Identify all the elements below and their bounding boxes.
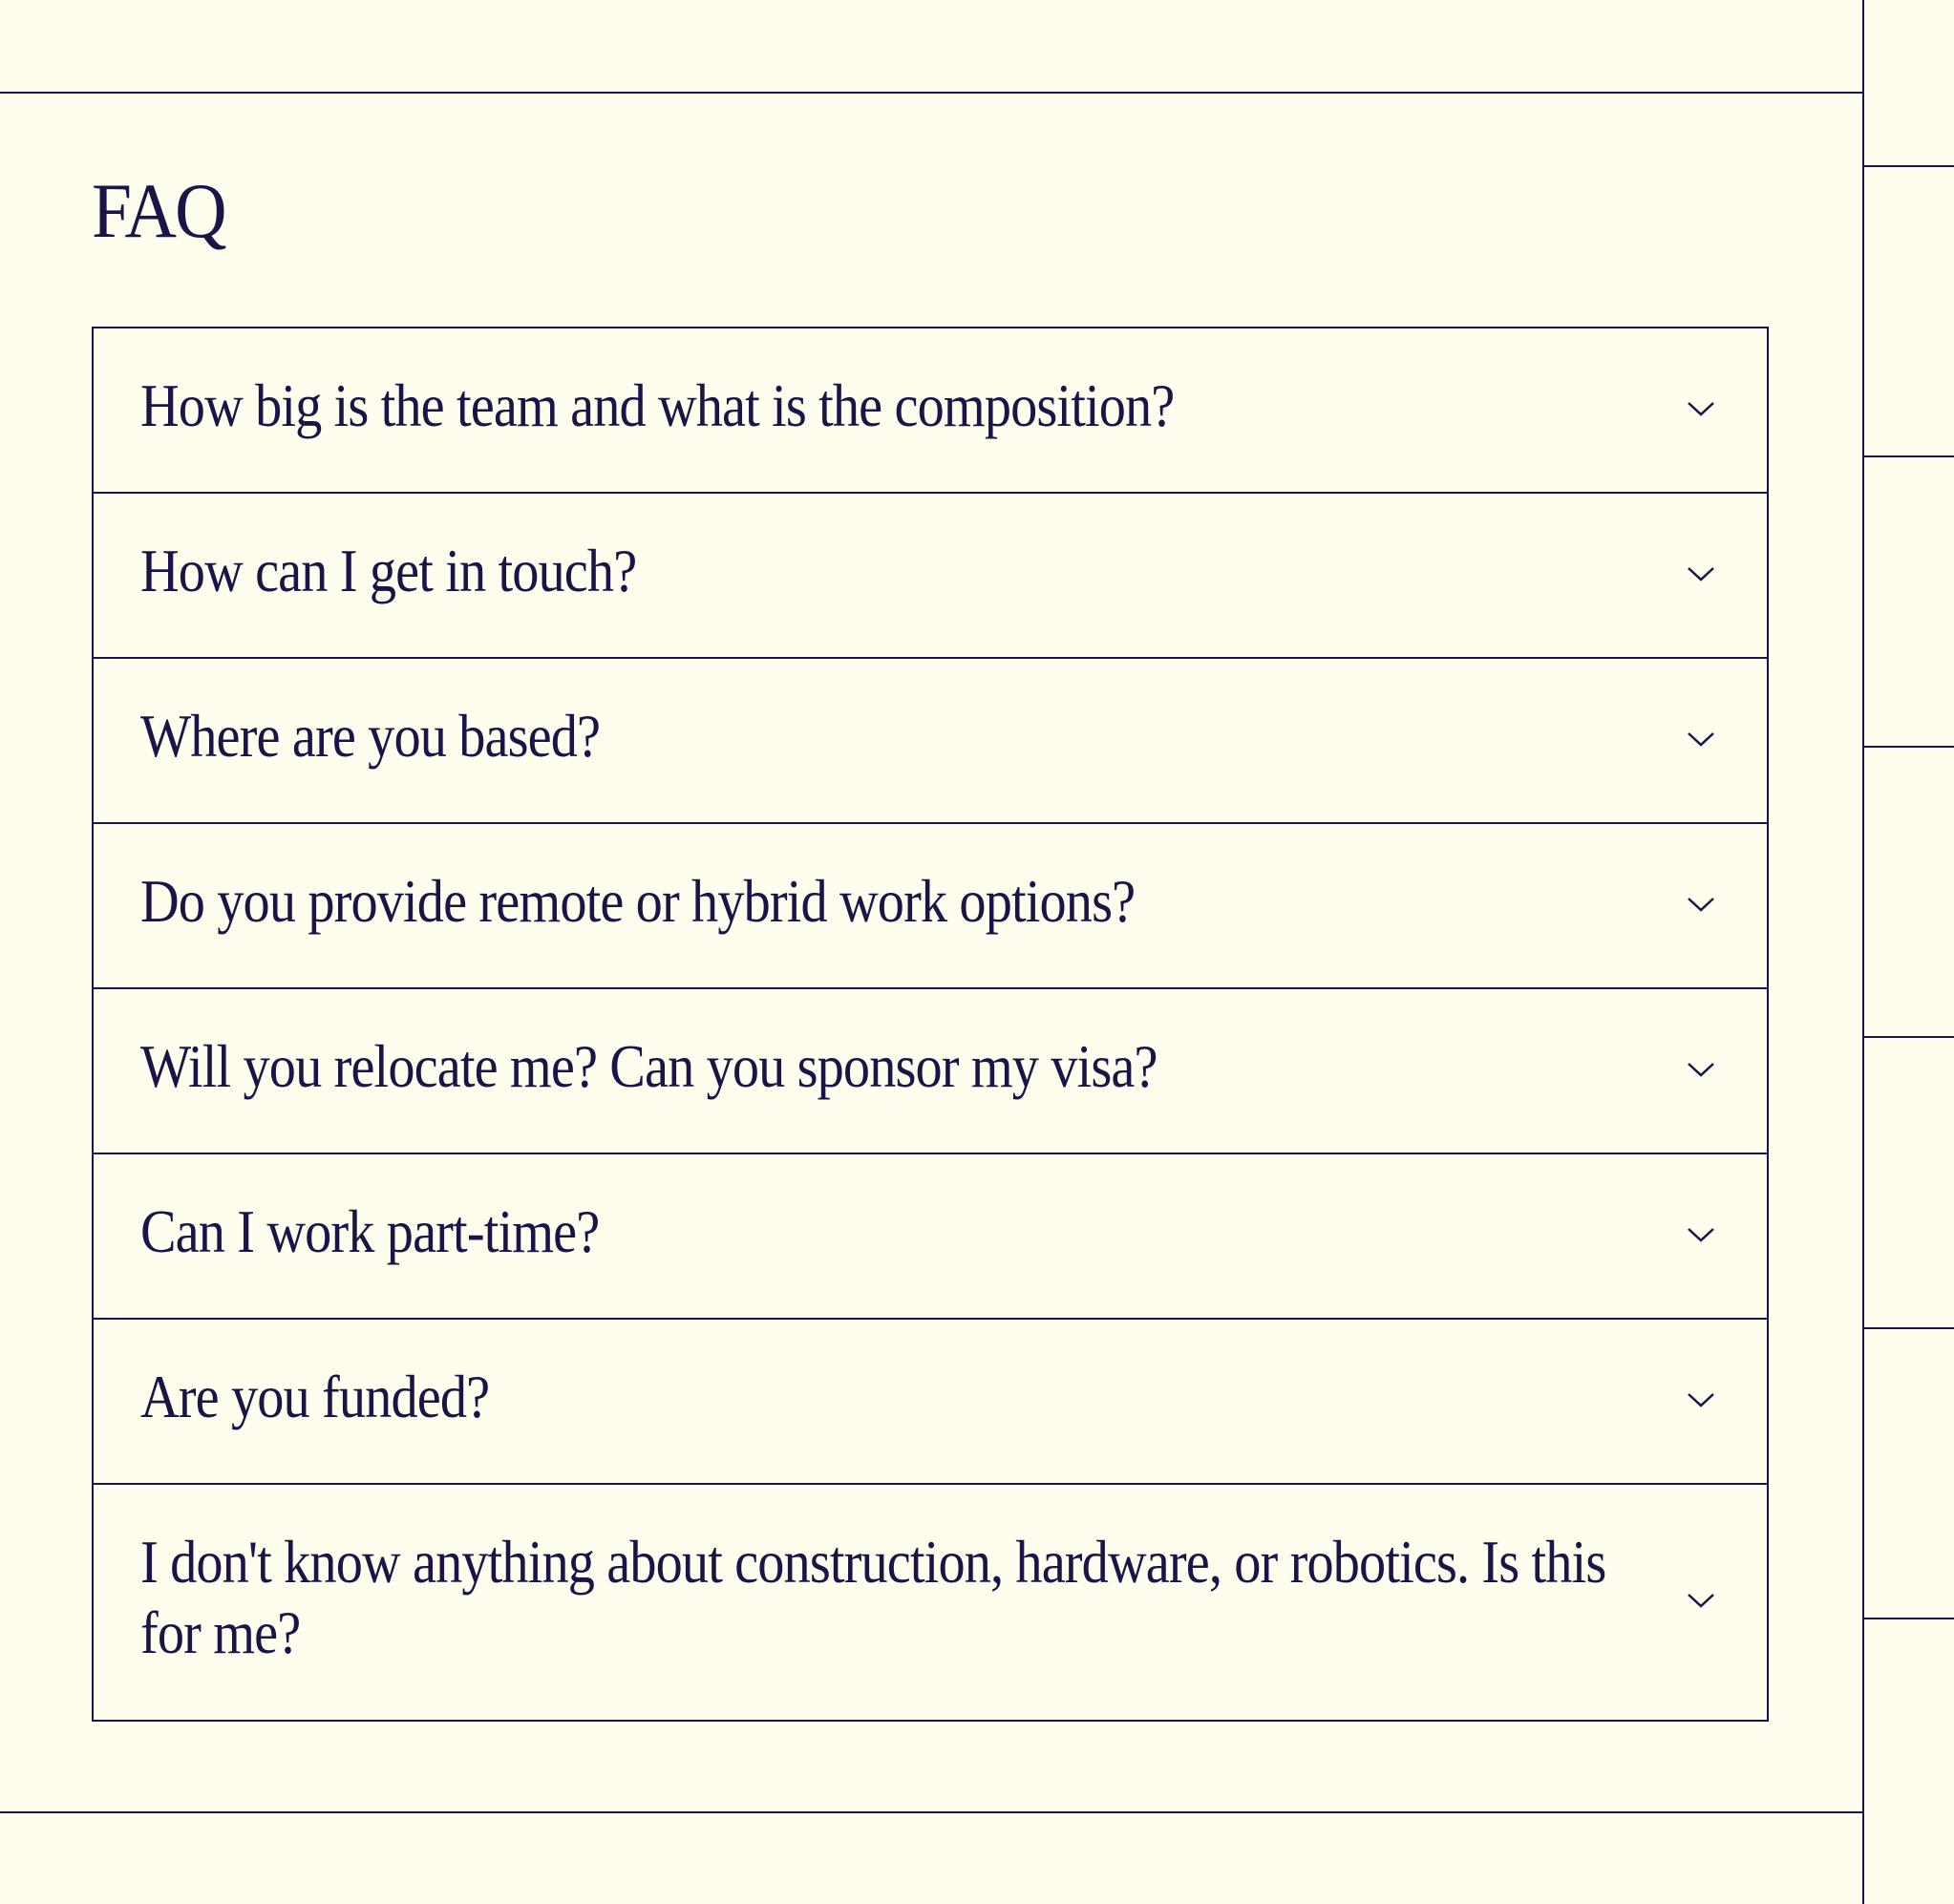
faq-item[interactable] — [94, 659, 1767, 824]
faq-question: Where are you based? — [140, 702, 601, 770]
chevron-down-icon[interactable] — [1687, 896, 1715, 913]
chevron-down-icon[interactable] — [1687, 730, 1715, 748]
chevron-down-icon[interactable] — [1687, 1226, 1715, 1243]
faq-question: How big is the team and what is the composition? — [140, 371, 1175, 439]
faq-question: How can I get in touch? — [140, 537, 637, 604]
faq-item[interactable] — [94, 328, 1767, 494]
chevron-down-icon[interactable] — [1687, 1592, 1715, 1609]
faq-question: Can I work part-time? — [140, 1197, 600, 1265]
faq-question: Will you relocate me? Can you sponsor my visa? — [140, 1032, 1158, 1100]
faq-question: Do you provide remote or hybrid work options? — [140, 867, 1136, 935]
faq-question: I don't know anything about construction, hardware, or robotics. Is this for me? — [140, 1528, 1606, 1666]
side-rail-tick — [1862, 1036, 1954, 1038]
faq-item[interactable] — [94, 1320, 1767, 1485]
faq-accordion — [92, 327, 1769, 1722]
side-rail-tick — [1862, 746, 1954, 748]
side-rail-tick — [1862, 455, 1954, 457]
faq-item[interactable] — [94, 1485, 1767, 1720]
side-rail-tick — [1862, 1618, 1954, 1619]
side-rail-tick — [1862, 165, 1954, 167]
chevron-down-icon[interactable] — [1687, 1391, 1715, 1408]
side-rail-tick — [1862, 1327, 1954, 1329]
faq-item[interactable] — [94, 989, 1767, 1154]
chevron-down-icon[interactable] — [1687, 400, 1715, 417]
faq-item[interactable] — [94, 494, 1767, 659]
faq-question: Are you funded? — [140, 1363, 490, 1430]
bottom-divider — [0, 1811, 1862, 1813]
top-divider — [0, 92, 1862, 94]
chevron-down-icon[interactable] — [1687, 565, 1715, 582]
faq-item[interactable] — [94, 1154, 1767, 1320]
faq-item[interactable] — [94, 824, 1767, 989]
chevron-down-icon[interactable] — [1687, 1061, 1715, 1078]
faq-title: FAQ — [92, 167, 225, 254]
